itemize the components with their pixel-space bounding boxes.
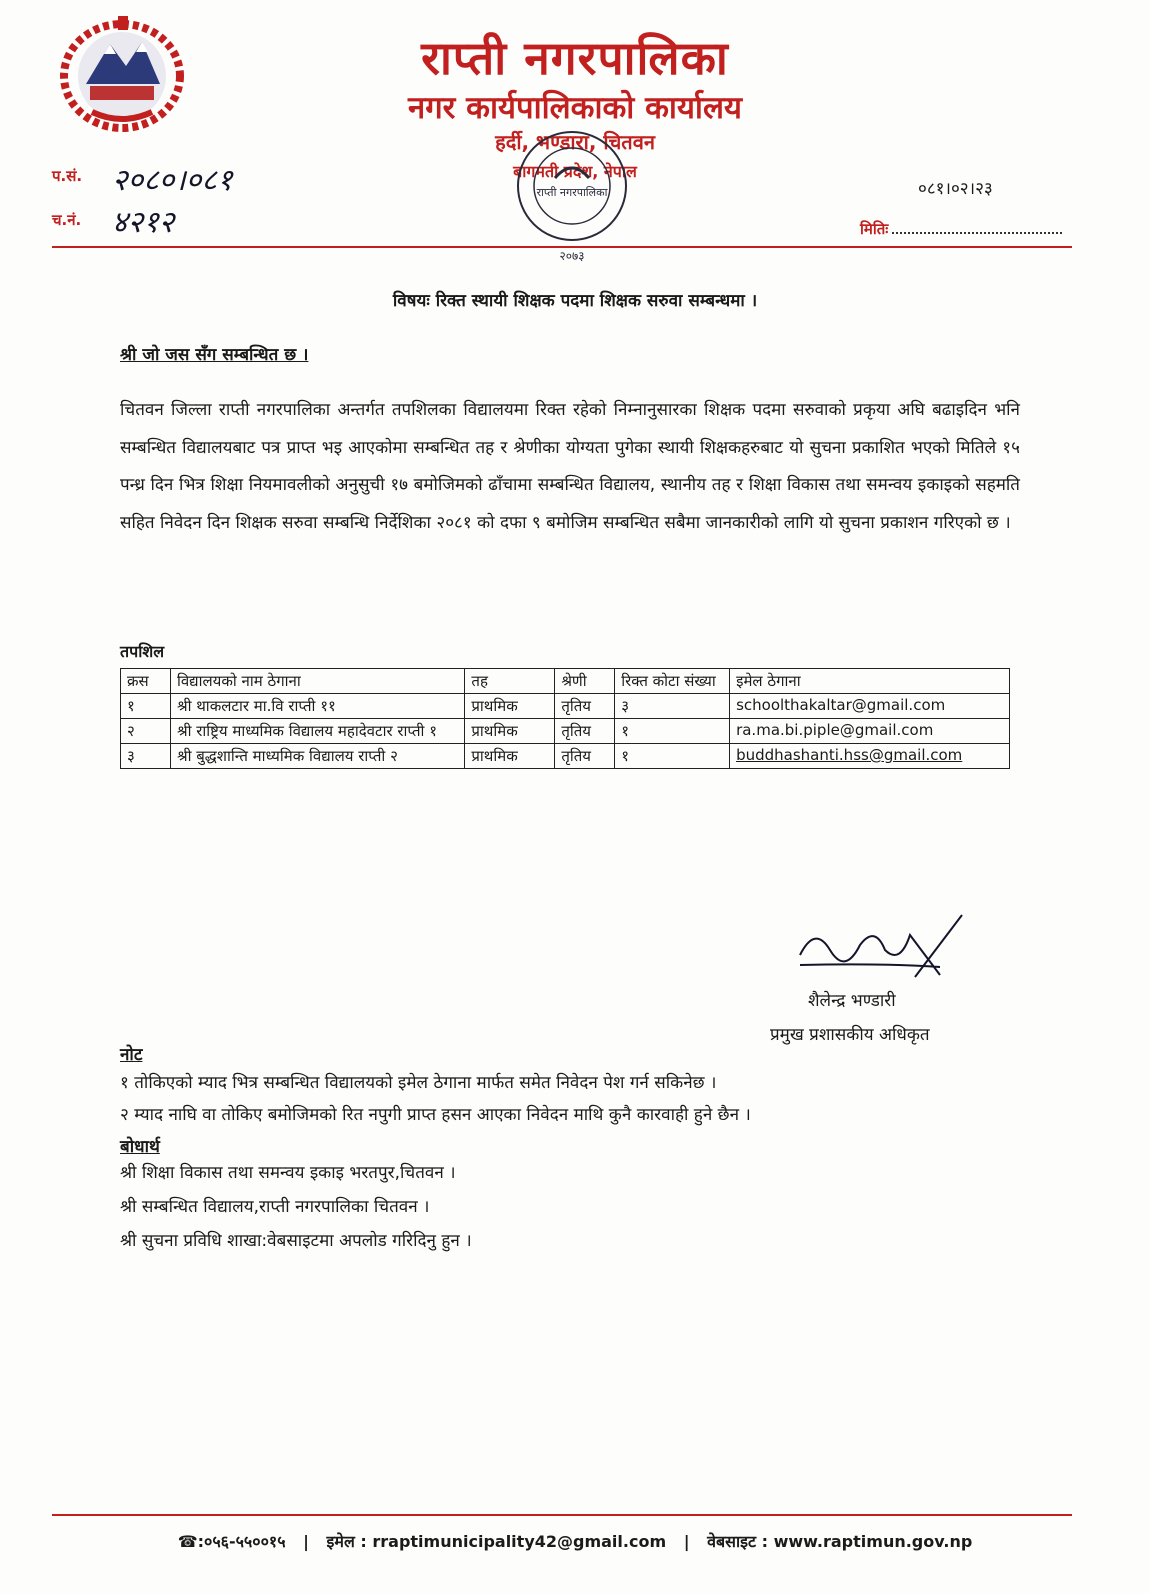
header-rule — [52, 246, 1072, 248]
note-item: २ म्याद नाघि वा तोकिए बमोजिमको रित नपुगी प्राप्त हसन आएका निवेदन माथि कुनै कारवाही हुने छैन । — [120, 1105, 751, 1125]
body-paragraph: चितवन जिल्ला राप्ती नगरपालिका अन्तर्गत तपशिलका विद्यालयमा रिक्त रहेको निम्नानुसारका शिक्षक पदमा सरुवाको प्रकृया अघि बढाइदिन भनि सम्बन्धित विद्यालयबाट पत्र प्राप्त भइ आएकोमा सम्बन्धित तह र श्रेणीका योग्यता पुगेका स्थायी शिक्षकहरुबाट यो सुचना प्रकाशित भएको मितिले १५ पन्ध्र दिन भित्र शिक्षा नियमावलीको अनुसुची १७ बमोजिमको ढाँचामा सम्बन्धित विद्यालय, स्थानीय तह र शिक्षा विकास तथा समन्वय इकाइको सहमति सहित निवेदन दिन शिक्षक सरुवा सम्बन्धि निर्देशिका २०८१ को दफा ९ बमोजिम सम्बन्धित सबैमा जानकारीको लागि यो सुचना प्रकाशन गरिएको छ । — [120, 400, 1020, 533]
footer-email-label: इमेल : — [326, 1532, 367, 1551]
cc-item: श्री सम्बन्धित विद्यालय,राप्ती नगरपालिका चितवन । — [120, 1197, 430, 1217]
cell-school: श्री बुद्धशान्ति माध्यमिक विद्यालय राप्ती २ — [170, 744, 464, 769]
col-header-class: श्रेणी — [555, 669, 615, 694]
cell-sn: २ — [121, 719, 171, 744]
handwritten-signature — [790, 905, 975, 985]
municipality-title: राप्ती नगरपालिका — [421, 31, 729, 85]
cell-sn: १ — [121, 694, 171, 719]
footer-separator: | — [303, 1532, 309, 1551]
col-header-level: तह — [465, 669, 555, 694]
vacancy-table — [120, 668, 1010, 769]
cell-email: buddhashanti.hss@gmail.com — [730, 744, 1010, 769]
col-header-school: विद्यालयको नाम ठेगाना — [170, 669, 464, 694]
note-item: १ तोकिएको म्याद भित्र सम्बन्धित विद्यालयको इमेल ठेगाना मार्फत समेत निवेदन पेश गर्न सकिनेछ । — [120, 1073, 717, 1093]
cell-email: schoolthakaltar@gmail.com — [730, 694, 1010, 719]
footer-separator: | — [683, 1532, 690, 1551]
cell-class: तृतिय — [555, 694, 615, 719]
cell-quota: ३ — [615, 694, 730, 719]
table-row — [121, 744, 1010, 769]
cell-sn: ३ — [121, 744, 171, 769]
table-row — [121, 719, 1010, 744]
miti-label: मितिः — [860, 220, 889, 238]
cc-item: श्री शिक्षा विकास तथा समन्वय इकाइ भरतपुर,चितवन । — [120, 1163, 456, 1183]
signatory-name: शैलेन्द्र भण्डारी — [808, 991, 896, 1011]
greeting: श्री जो जस सँग सम्बन्धित छ । — [120, 345, 309, 365]
footer-rule — [52, 1514, 1072, 1516]
table-row — [121, 694, 1010, 719]
office-address: हर्दी, भण्डारा, चितवन — [495, 130, 655, 154]
ps-label: प.सं. — [52, 167, 83, 185]
cc-heading: बोधार्थ — [120, 1137, 160, 1157]
cell-email: ra.ma.bi.piple@gmail.com — [730, 719, 1010, 744]
col-header-sn: क्रस — [121, 669, 171, 694]
cn-value: ४२१२ — [112, 205, 175, 240]
cell-school: श्री थाकलटार मा.वि राप्ती ११ — [170, 694, 464, 719]
letter-date: ०८१।०२।२३ — [918, 179, 993, 199]
cell-level: प्राथमिक — [465, 719, 555, 744]
footer-web-label: वेबसाइट : — [707, 1532, 769, 1551]
cell-level: प्राथमिक — [465, 694, 555, 719]
office-subtitle: नगर कार्यपालिकाको कार्यालय — [408, 90, 742, 126]
table-label: तपशिल — [120, 642, 165, 661]
ps-value: २०८०।०८१ — [112, 163, 233, 198]
signatory-title: प्रमुख प्रशासकीय अधिकृत — [770, 1025, 930, 1045]
stamp-year: २०७३ — [559, 249, 585, 263]
stamp-text: राप्ती नगरपालिका — [536, 186, 608, 199]
footer-phone: ☎:०५६-५५००१५ — [177, 1532, 286, 1551]
footer-email: rraptimunicipality42@gmail.com — [372, 1532, 667, 1551]
table-header-row — [121, 669, 1010, 694]
footer — [0, 1530, 1150, 1552]
notes-heading: नोट — [120, 1045, 143, 1065]
office-province: बागमती प्रदेश, नेपाल — [513, 162, 637, 181]
footer-web: www.raptimun.gov.np — [773, 1532, 973, 1551]
cc-item: श्री सुचना प्रविधि शाखा:वेबसाइटमा अपलोड गरिदिनु हुन । — [120, 1231, 472, 1251]
cell-quota: १ — [615, 744, 730, 769]
cn-label: च.नं. — [52, 211, 82, 229]
miti-dotted-line — [892, 218, 1062, 234]
col-header-email: इमेल ठेगाना — [730, 669, 1010, 694]
col-header-quota: रिक्त कोटा संख्या — [615, 669, 730, 694]
cell-class: तृतिय — [555, 719, 615, 744]
cell-level: प्राथमिक — [465, 744, 555, 769]
cell-class: तृतिय — [555, 744, 615, 769]
cell-school: श्री राष्ट्रिय माध्यमिक विद्यालय महादेवटार राप्ती १ — [170, 719, 464, 744]
cell-quota: १ — [615, 719, 730, 744]
subject-line: विषयः रिक्त स्थायी शिक्षक पदमा शिक्षक सरुवा सम्बन्धमा । — [392, 291, 758, 311]
miti-field — [860, 218, 1062, 239]
